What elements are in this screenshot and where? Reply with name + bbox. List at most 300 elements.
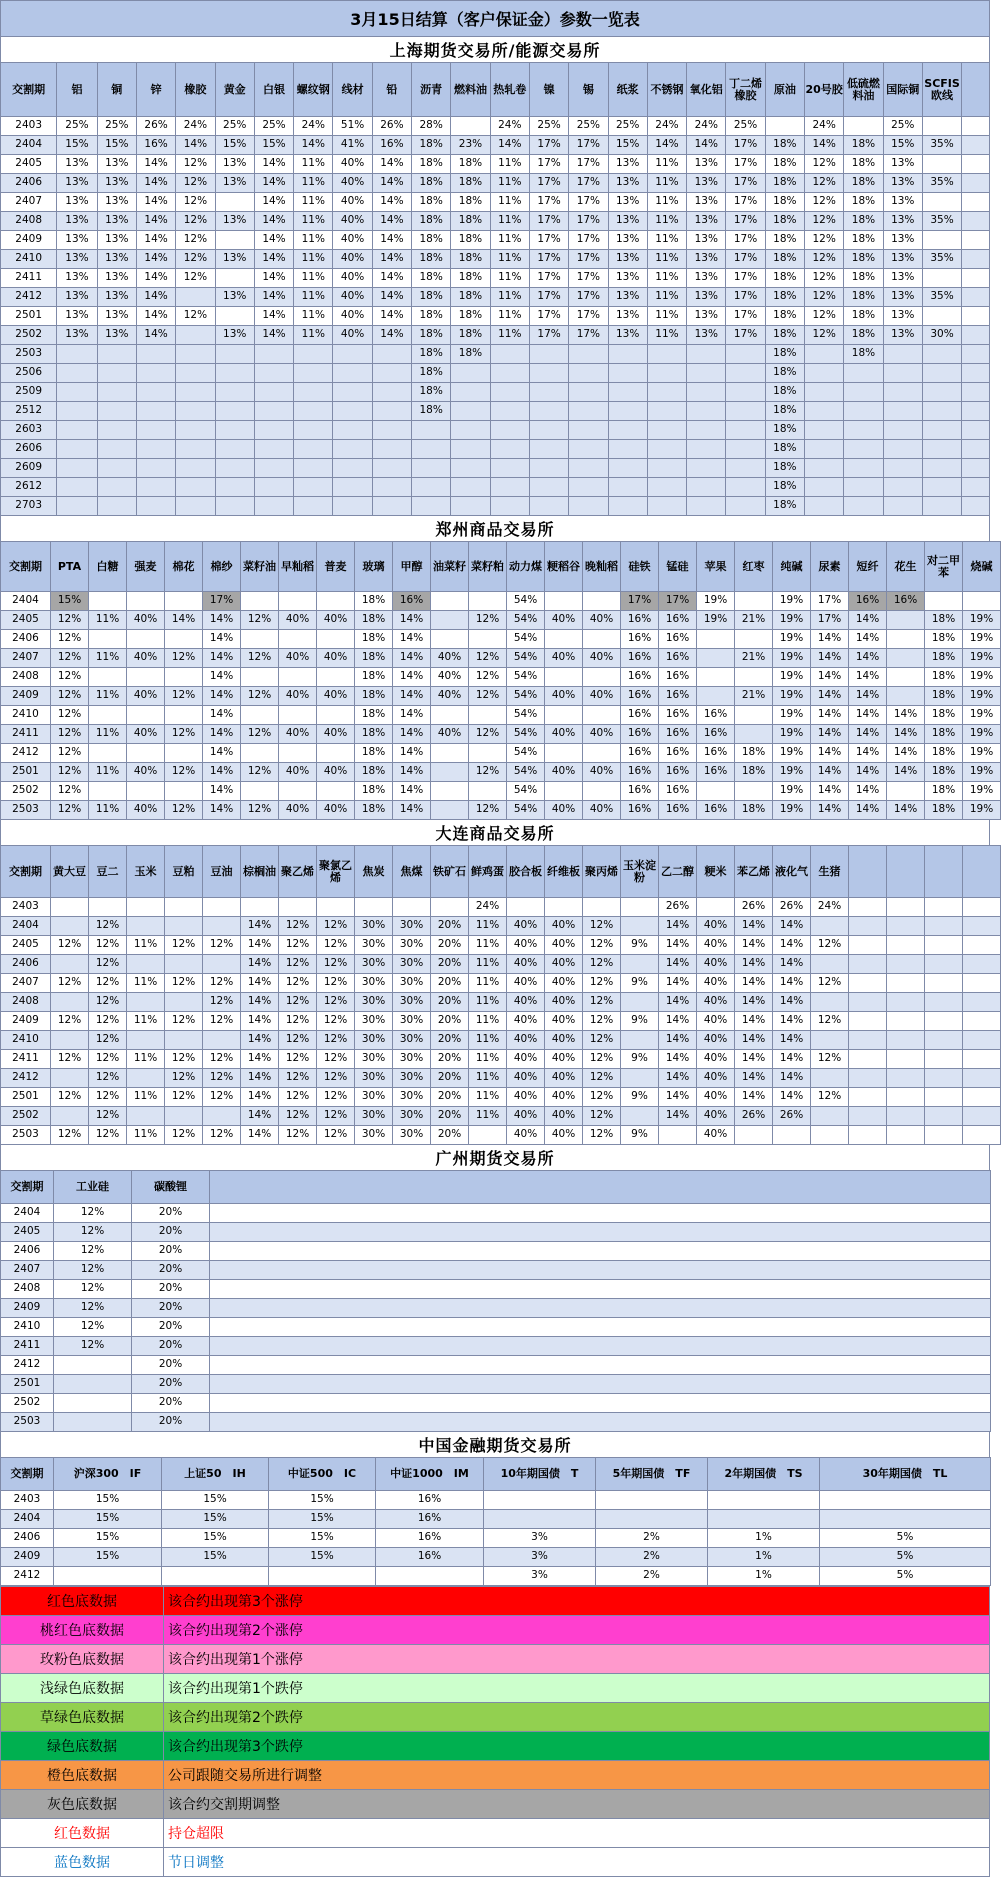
margin-cell <box>925 1050 963 1069</box>
shfe-table <box>0 62 990 516</box>
margin-cell: 17% <box>529 231 568 250</box>
table-row <box>1 1491 991 1510</box>
margin-cell: 12% <box>51 1088 89 1107</box>
margin-cell: 16% <box>376 1548 484 1567</box>
margin-cell: 13% <box>57 307 97 326</box>
margin-cell: 12% <box>317 1107 355 1126</box>
delivery-period-cell: 2409 <box>1 687 51 706</box>
margin-cell: 12% <box>89 1107 127 1126</box>
margin-cell: 18% <box>844 174 883 193</box>
legend-description: 该合约出现第3个跌停 <box>164 1732 990 1761</box>
delivery-period-cell: 2410 <box>1 250 57 269</box>
margin-cell <box>279 630 317 649</box>
margin-cell: 12% <box>54 1261 132 1280</box>
margin-cell: 16% <box>621 706 659 725</box>
delivery-period-cell: 2403 <box>1 1491 54 1510</box>
dce-section-title: 大连商品交易所 <box>0 820 990 845</box>
margin-cell: 40% <box>545 801 583 820</box>
margin-cell <box>883 478 922 497</box>
margin-cell: 13% <box>57 155 97 174</box>
delivery-period-cell: 2404 <box>1 1204 54 1223</box>
margin-cell <box>621 898 659 917</box>
margin-cell <box>54 1394 132 1413</box>
margin-cell: 18% <box>925 649 963 668</box>
column-header: 晚籼稻 <box>583 542 621 592</box>
margin-cell <box>165 782 203 801</box>
margin-cell: 14% <box>393 630 431 649</box>
margin-cell: 12% <box>89 993 127 1012</box>
margin-cell <box>887 917 925 936</box>
margin-cell: 18% <box>765 402 804 421</box>
delivery-period-cell: 2612 <box>1 478 57 497</box>
delivery-period-cell: 2502 <box>1 326 57 345</box>
table-row <box>1 1337 991 1356</box>
table-row <box>1 1126 1001 1145</box>
margin-cell: 11% <box>294 155 333 174</box>
margin-cell <box>451 402 490 421</box>
margin-cell: 5% <box>820 1548 991 1567</box>
legend-row <box>1 1587 990 1616</box>
margin-cell: 12% <box>54 1242 132 1261</box>
column-header: 豆油 <box>203 846 241 898</box>
margin-cell <box>608 383 647 402</box>
margin-cell <box>431 611 469 630</box>
margin-cell: 11% <box>490 269 529 288</box>
margin-cell: 40% <box>545 649 583 668</box>
margin-cell: 18% <box>355 687 393 706</box>
margin-cell: 28% <box>412 117 451 136</box>
margin-cell: 14% <box>849 801 887 820</box>
margin-cell: 12% <box>51 974 89 993</box>
margin-cell <box>89 898 127 917</box>
margin-cell <box>844 497 883 516</box>
margin-cell: 12% <box>51 687 89 706</box>
margin-cell: 15% <box>883 136 922 155</box>
table-row <box>1 1223 991 1242</box>
margin-cell: 12% <box>54 1299 132 1318</box>
margin-cell: 40% <box>333 155 372 174</box>
margin-cell <box>136 459 175 478</box>
table-row <box>1 1510 991 1529</box>
margin-cell <box>165 744 203 763</box>
table-row <box>1 1050 1001 1069</box>
margin-cell: 40% <box>333 288 372 307</box>
margin-cell: 12% <box>279 1088 317 1107</box>
margin-cell <box>545 898 583 917</box>
margin-cell: 40% <box>431 687 469 706</box>
column-header: 铜 <box>97 63 136 117</box>
column-header: 沥青 <box>412 63 451 117</box>
margin-cell: 14% <box>393 706 431 725</box>
delivery-period-cell: 2406 <box>1 955 51 974</box>
margin-cell <box>57 440 97 459</box>
column-header: 中证500 IC <box>269 1458 376 1491</box>
margin-cell: 13% <box>97 174 136 193</box>
margin-cell <box>215 497 254 516</box>
margin-cell: 15% <box>51 592 89 611</box>
margin-cell: 18% <box>412 136 451 155</box>
margin-cell: 14% <box>372 250 411 269</box>
margin-cell: 16% <box>372 136 411 155</box>
margin-cell: 13% <box>97 288 136 307</box>
margin-cell <box>883 402 922 421</box>
margin-cell: 18% <box>844 250 883 269</box>
margin-cell: 30% <box>393 993 431 1012</box>
column-header: 豆二 <box>89 846 127 898</box>
margin-cell <box>165 1107 203 1126</box>
margin-cell: 13% <box>608 155 647 174</box>
margin-cell: 16% <box>659 763 697 782</box>
margin-cell: 11% <box>127 1012 165 1031</box>
margin-cell <box>887 668 925 687</box>
margin-cell: 18% <box>412 288 451 307</box>
margin-cell: 40% <box>545 1069 583 1088</box>
margin-cell: 14% <box>372 193 411 212</box>
filler-cell <box>210 1261 991 1280</box>
margin-cell: 18% <box>355 782 393 801</box>
margin-cell: 19% <box>773 668 811 687</box>
margin-cell: 14% <box>136 288 175 307</box>
margin-cell: 19% <box>963 744 1001 763</box>
margin-cell: 14% <box>372 212 411 231</box>
margin-cell <box>805 421 844 440</box>
margin-cell: 13% <box>883 269 922 288</box>
margin-cell: 18% <box>844 345 883 364</box>
margin-cell: 12% <box>51 668 89 687</box>
margin-cell: 11% <box>490 250 529 269</box>
margin-cell: 14% <box>811 649 849 668</box>
margin-cell <box>294 459 333 478</box>
margin-cell: 16% <box>697 763 735 782</box>
margin-cell <box>484 1510 596 1529</box>
margin-cell <box>735 782 773 801</box>
margin-cell <box>203 1031 241 1050</box>
legend-description: 该合约出现第3个涨停 <box>164 1587 990 1616</box>
margin-cell: 13% <box>883 307 922 326</box>
column-header: 螺纹钢 <box>294 63 333 117</box>
margin-cell <box>647 402 686 421</box>
margin-cell: 40% <box>583 801 621 820</box>
margin-cell: 11% <box>647 250 686 269</box>
legend-label: 桃红色底数据 <box>1 1616 164 1645</box>
margin-cell: 12% <box>89 917 127 936</box>
margin-cell: 12% <box>805 193 844 212</box>
margin-cell: 16% <box>621 630 659 649</box>
margin-cell: 25% <box>529 117 568 136</box>
margin-cell <box>925 592 963 611</box>
margin-cell: 16% <box>621 725 659 744</box>
margin-cell: 17% <box>529 250 568 269</box>
table-row <box>1 497 990 516</box>
margin-cell: 14% <box>735 936 773 955</box>
margin-cell <box>963 1126 1001 1145</box>
margin-cell: 30% <box>393 917 431 936</box>
margin-cell: 14% <box>659 993 697 1012</box>
margin-cell: 12% <box>279 993 317 1012</box>
margin-cell <box>431 782 469 801</box>
margin-cell <box>962 345 990 364</box>
delivery-period-cell: 2703 <box>1 497 57 516</box>
margin-cell <box>608 421 647 440</box>
margin-cell: 12% <box>583 974 621 993</box>
margin-cell: 14% <box>735 1012 773 1031</box>
margin-cell: 12% <box>51 782 89 801</box>
margin-cell: 17% <box>529 193 568 212</box>
margin-cell <box>176 478 215 497</box>
margin-cell: 16% <box>621 763 659 782</box>
margin-cell: 18% <box>765 383 804 402</box>
margin-cell: 12% <box>279 1012 317 1031</box>
margin-cell <box>279 706 317 725</box>
margin-cell: 14% <box>849 725 887 744</box>
margin-cell: 16% <box>393 592 431 611</box>
margin-cell <box>820 1491 991 1510</box>
margin-cell <box>963 917 1001 936</box>
margin-cell: 19% <box>963 782 1001 801</box>
legend-row <box>1 1703 990 1732</box>
margin-cell: 14% <box>241 1088 279 1107</box>
legend-row <box>1 1848 990 1877</box>
margin-cell: 15% <box>215 136 254 155</box>
margin-cell: 17% <box>529 326 568 345</box>
column-header: 氧化铝 <box>687 63 726 117</box>
margin-cell: 17% <box>659 592 697 611</box>
margin-cell: 12% <box>279 974 317 993</box>
margin-cell: 14% <box>849 744 887 763</box>
margin-cell: 18% <box>765 269 804 288</box>
margin-cell: 14% <box>241 974 279 993</box>
margin-cell: 14% <box>659 1088 697 1107</box>
margin-cell: 12% <box>165 1126 203 1145</box>
margin-cell <box>372 478 411 497</box>
column-header: 烧碱 <box>963 542 1001 592</box>
margin-cell: 17% <box>726 136 765 155</box>
margin-cell <box>51 898 89 917</box>
margin-cell: 15% <box>254 136 293 155</box>
margin-cell: 14% <box>659 1012 697 1031</box>
margin-cell <box>165 1031 203 1050</box>
margin-cell <box>583 630 621 649</box>
margin-cell <box>962 326 990 345</box>
margin-cell: 54% <box>507 801 545 820</box>
margin-cell <box>659 1126 697 1145</box>
margin-cell: 14% <box>203 649 241 668</box>
margin-cell: 12% <box>203 974 241 993</box>
column-header: 纸浆 <box>608 63 647 117</box>
margin-cell <box>697 630 735 649</box>
margin-cell: 14% <box>393 687 431 706</box>
margin-cell: 11% <box>490 193 529 212</box>
margin-cell: 30% <box>393 1126 431 1145</box>
delivery-period-cell: 2410 <box>1 706 51 725</box>
margin-cell <box>820 1510 991 1529</box>
margin-cell: 40% <box>333 193 372 212</box>
margin-cell <box>431 706 469 725</box>
margin-cell <box>887 1069 925 1088</box>
column-header: 交割期 <box>1 1171 54 1204</box>
margin-cell: 14% <box>735 974 773 993</box>
margin-cell <box>529 345 568 364</box>
legend-row <box>1 1732 990 1761</box>
margin-cell: 40% <box>545 763 583 782</box>
margin-cell <box>279 668 317 687</box>
margin-cell: 14% <box>254 155 293 174</box>
margin-cell: 11% <box>647 288 686 307</box>
margin-cell: 13% <box>687 326 726 345</box>
margin-cell <box>57 478 97 497</box>
cffex-section-title: 中国金融期货交易所 <box>0 1432 990 1457</box>
margin-cell: 18% <box>451 193 490 212</box>
margin-cell: 13% <box>687 155 726 174</box>
margin-cell <box>51 917 89 936</box>
margin-cell: 11% <box>647 326 686 345</box>
delivery-period-cell: 2406 <box>1 1529 54 1548</box>
margin-cell: 12% <box>241 763 279 782</box>
margin-cell: 40% <box>431 725 469 744</box>
margin-cell: 12% <box>89 936 127 955</box>
margin-cell <box>333 459 372 478</box>
margin-cell <box>57 402 97 421</box>
margin-cell: 14% <box>647 136 686 155</box>
margin-cell: 40% <box>279 725 317 744</box>
margin-cell <box>490 421 529 440</box>
margin-cell: 11% <box>647 269 686 288</box>
margin-cell: 18% <box>412 155 451 174</box>
margin-cell <box>811 1031 849 1050</box>
delivery-period-cell: 2412 <box>1 744 51 763</box>
table-row <box>1 974 1001 993</box>
margin-cell: 20% <box>431 1050 469 1069</box>
margin-cell: 20% <box>132 1299 210 1318</box>
margin-cell: 13% <box>57 231 97 250</box>
margin-cell: 35% <box>922 174 961 193</box>
margin-cell: 16% <box>621 649 659 668</box>
margin-cell: 14% <box>735 1031 773 1050</box>
column-header: 棉花 <box>165 542 203 592</box>
margin-cell: 17% <box>529 174 568 193</box>
margin-cell: 12% <box>176 231 215 250</box>
margin-cell: 16% <box>659 725 697 744</box>
margin-cell: 26% <box>735 898 773 917</box>
margin-cell <box>621 993 659 1012</box>
table-row <box>1 1031 1001 1050</box>
margin-cell: 30% <box>355 955 393 974</box>
margin-cell: 17% <box>569 288 608 307</box>
margin-cell: 14% <box>849 630 887 649</box>
margin-cell: 12% <box>583 1088 621 1107</box>
margin-cell: 12% <box>176 212 215 231</box>
margin-cell: 18% <box>412 231 451 250</box>
margin-cell: 24% <box>469 898 507 917</box>
margin-cell: 18% <box>925 611 963 630</box>
margin-cell <box>963 1069 1001 1088</box>
margin-cell <box>241 668 279 687</box>
margin-cell: 5% <box>820 1567 991 1586</box>
margin-cell <box>165 668 203 687</box>
margin-cell: 12% <box>241 801 279 820</box>
delivery-period-cell: 2404 <box>1 917 51 936</box>
margin-cell: 19% <box>963 630 1001 649</box>
margin-cell: 25% <box>883 117 922 136</box>
margin-cell <box>333 383 372 402</box>
margin-cell: 13% <box>215 174 254 193</box>
gfex-section-title: 广州期货交易所 <box>0 1145 990 1170</box>
table-row <box>1 668 1001 687</box>
margin-cell <box>279 782 317 801</box>
column-header: 生猪 <box>811 846 849 898</box>
margin-cell: 12% <box>811 936 849 955</box>
margin-cell <box>697 687 735 706</box>
margin-cell: 18% <box>451 345 490 364</box>
margin-cell <box>393 898 431 917</box>
margin-cell: 54% <box>507 687 545 706</box>
margin-cell <box>963 1031 1001 1050</box>
margin-cell: 40% <box>545 1031 583 1050</box>
column-header <box>849 846 887 898</box>
margin-cell <box>97 497 136 516</box>
margin-cell: 40% <box>279 801 317 820</box>
margin-cell <box>647 440 686 459</box>
margin-cell: 40% <box>583 763 621 782</box>
delivery-period-cell: 2502 <box>1 1107 51 1126</box>
margin-cell <box>490 345 529 364</box>
delivery-period-cell: 2509 <box>1 383 57 402</box>
margin-cell <box>925 1126 963 1145</box>
margin-cell <box>294 364 333 383</box>
margin-cell <box>57 459 97 478</box>
table-row <box>1 1394 991 1413</box>
margin-cell: 12% <box>811 1012 849 1031</box>
margin-cell: 14% <box>241 955 279 974</box>
margin-cell: 16% <box>659 687 697 706</box>
margin-cell: 17% <box>811 592 849 611</box>
margin-cell: 40% <box>317 649 355 668</box>
margin-cell: 13% <box>57 212 97 231</box>
margin-cell: 12% <box>241 649 279 668</box>
margin-cell: 13% <box>215 212 254 231</box>
margin-cell: 15% <box>608 136 647 155</box>
margin-cell <box>925 1069 963 1088</box>
column-header: 强麦 <box>127 542 165 592</box>
margin-cell: 15% <box>54 1491 162 1510</box>
margin-cell: 30% <box>355 993 393 1012</box>
margin-cell: 12% <box>469 668 507 687</box>
margin-cell: 12% <box>583 1126 621 1145</box>
margin-cell: 18% <box>412 307 451 326</box>
column-header: 白糖 <box>89 542 127 592</box>
margin-cell: 30% <box>393 1069 431 1088</box>
column-header: 玉米 <box>127 846 165 898</box>
margin-cell <box>805 402 844 421</box>
margin-cell: 20% <box>431 993 469 1012</box>
margin-cell: 18% <box>451 155 490 174</box>
margin-cell <box>333 497 372 516</box>
margin-cell <box>254 440 293 459</box>
margin-cell <box>726 497 765 516</box>
margin-cell: 19% <box>963 668 1001 687</box>
margin-cell: 40% <box>127 801 165 820</box>
margin-cell <box>726 402 765 421</box>
margin-cell: 12% <box>165 763 203 782</box>
margin-cell <box>451 364 490 383</box>
margin-cell <box>608 402 647 421</box>
margin-cell <box>922 269 961 288</box>
margin-cell: 40% <box>507 955 545 974</box>
margin-cell: 30% <box>355 1012 393 1031</box>
margin-cell: 12% <box>89 1050 127 1069</box>
margin-cell <box>963 993 1001 1012</box>
margin-cell: 14% <box>241 993 279 1012</box>
